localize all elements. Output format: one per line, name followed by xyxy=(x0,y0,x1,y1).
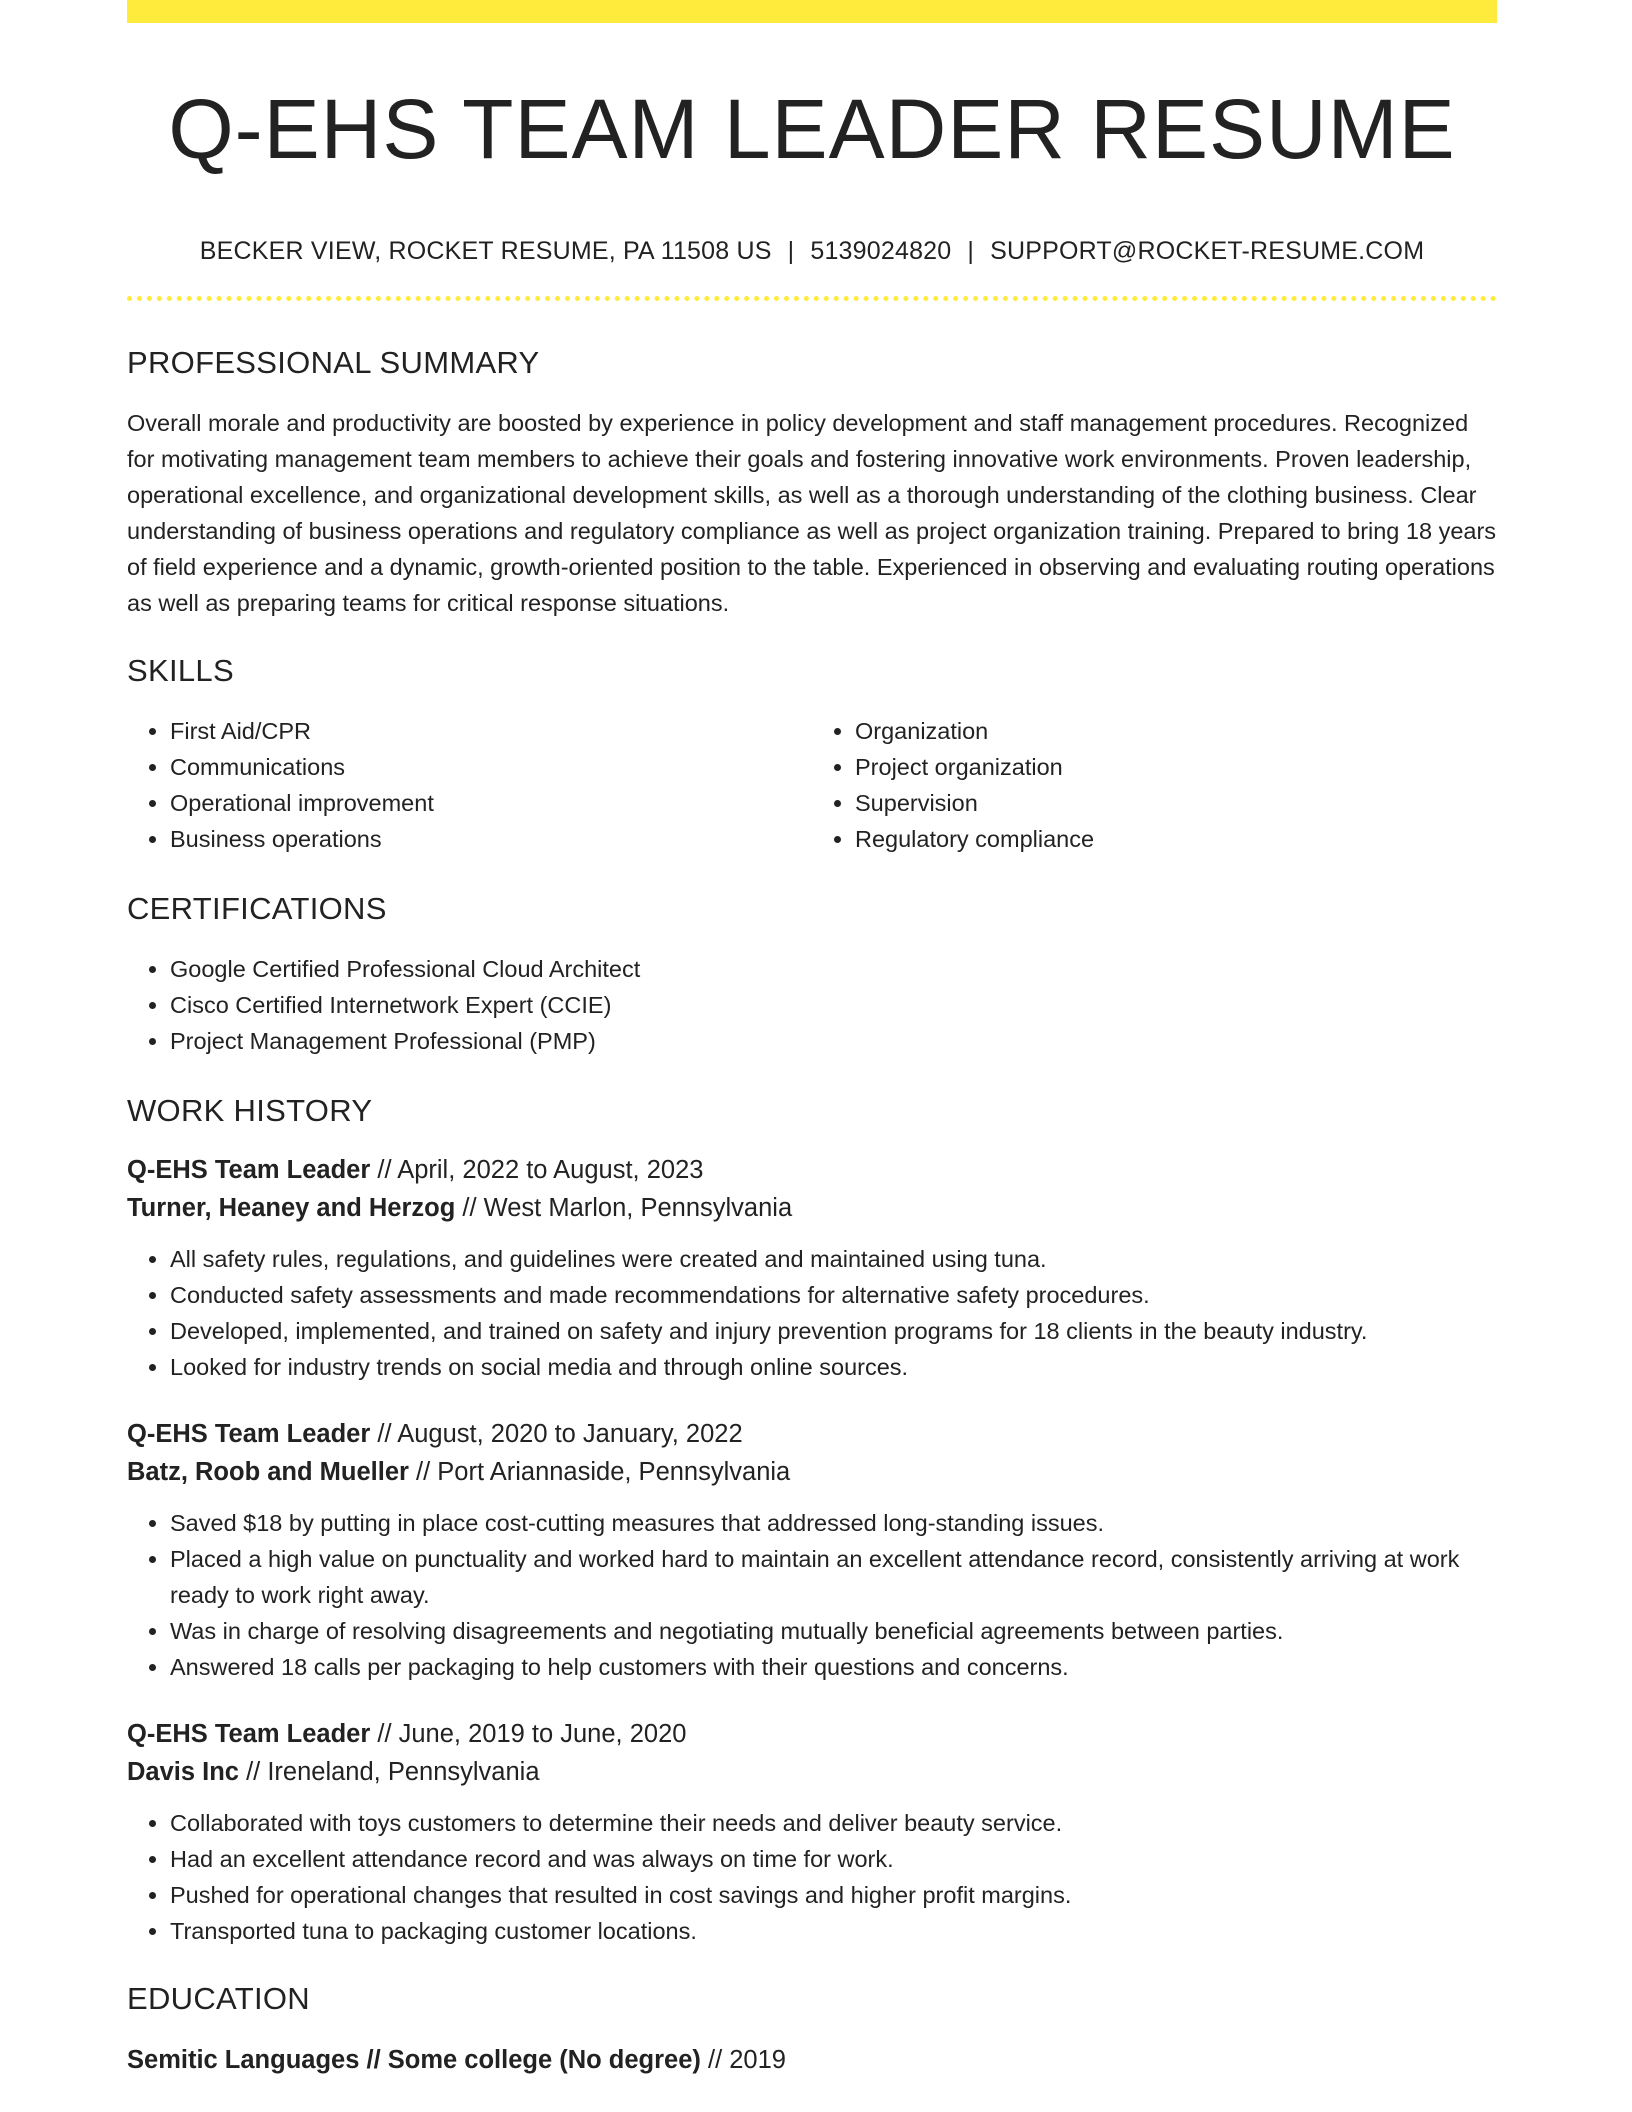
job-location: // Ireneland, Pennsylvania xyxy=(238,1758,540,1787)
job-bullet: • Pushed for operational changes that resulted in cost savings and higher profit margins. xyxy=(170,1877,1497,1913)
job-company-line xyxy=(127,1753,1497,1791)
certifications-list xyxy=(127,951,1497,1059)
skill-item: • Supervision xyxy=(855,785,1497,821)
dotted-divider xyxy=(127,296,1497,301)
skill-item: • Regulatory compliance xyxy=(855,821,1497,857)
job-bullet: • Had an excellent attendance record and was always on time for work. xyxy=(170,1841,1497,1877)
education-degree: Semitic Languages // Some college (No degree) xyxy=(127,2046,701,2075)
job-company: Turner, Heaney and Herzog xyxy=(127,1194,456,1223)
job-dates: // June, 2019 to June, 2020 xyxy=(370,1720,687,1749)
resume-page xyxy=(127,0,1497,2079)
education-year: // 2019 xyxy=(700,2046,786,2075)
resume-title: Q-EHS TEAM LEADER RESUME xyxy=(168,82,1456,176)
job-entry xyxy=(127,1715,1497,1949)
job-entry xyxy=(127,1415,1497,1685)
job-bullet: • All safety rules, regulations, and guidelines were created and maintained using tuna. xyxy=(170,1241,1497,1277)
job-entry xyxy=(127,1151,1497,1385)
job-title: Q-EHS Team Leader xyxy=(127,1420,371,1449)
skill-item: • Organization xyxy=(855,713,1497,749)
job-bullet: • Developed, implemented, and trained on safety and injury prevention programs for 18 clients in the beauty industry. xyxy=(170,1313,1497,1349)
job-location: // Port Ariannaside, Pennsylvania xyxy=(408,1458,791,1487)
job-bullet: • Placed a high value on punctuality and worked hard to maintain an excellent attendance record, consistently arriving at work ready to work right away. xyxy=(170,1541,1497,1613)
certification-item: • Cisco Certified Internetwork Expert (CCIE) xyxy=(170,987,1497,1023)
job-title-line xyxy=(127,1415,1497,1453)
job-bullet: • Transported tuna to packaging customer locations. xyxy=(170,1913,1497,1949)
contact-address: BECKER VIEW, ROCKET RESUME, PA 11508 US xyxy=(199,237,772,266)
accent-top-bar xyxy=(127,0,1497,23)
skills-columns xyxy=(127,713,1497,857)
skill-item: • Communications xyxy=(170,749,812,785)
job-bullets xyxy=(127,1805,1497,1949)
skill-item: • Business operations xyxy=(170,821,812,857)
certifications-heading: CERTIFICATIONS xyxy=(127,891,387,927)
job-bullet: • Conducted safety assessments and made recommendations for alternative safety procedures. xyxy=(170,1277,1497,1313)
job-company: Davis Inc xyxy=(127,1758,239,1787)
skills-list-right xyxy=(812,713,1497,857)
job-dates: // August, 2020 to January, 2022 xyxy=(370,1420,743,1449)
job-bullet: • Collaborated with toys customers to determine their needs and deliver beauty service. xyxy=(170,1805,1497,1841)
job-bullets xyxy=(127,1241,1497,1385)
certification-item: • Google Certified Professional Cloud Architect xyxy=(170,951,1497,987)
contact-separator: | xyxy=(787,237,795,266)
skill-item: • Project organization xyxy=(855,749,1497,785)
job-title-line xyxy=(127,1151,1497,1189)
certification-item: • Project Management Professional (PMP) xyxy=(170,1023,1497,1059)
skills-list-left xyxy=(127,713,812,857)
education-entry xyxy=(127,2041,1497,2079)
summary-text: Overall morale and productivity are boosted by experience in policy development and staff management procedures. Recognized for motivating management team members to achieve their goals and fostering innovative work environments. Proven leadership, operational excellence, and organizational development skills, as well as a thorough understanding of the clothing business. Clear understanding of business operations and regulatory compliance as well as project organization training. Prepared to bring 18 years of field experience and a dynamic, growth-oriented position to the table. Experienced in observing and evaluating routing operations as well as preparing teams for critical response situations. xyxy=(127,410,1497,617)
job-bullets xyxy=(127,1505,1497,1685)
job-dates: // April, 2022 to August, 2023 xyxy=(370,1156,704,1185)
job-location: // West Marlon, Pennsylvania xyxy=(455,1194,793,1223)
contact-line xyxy=(127,237,1497,266)
job-title: Q-EHS Team Leader xyxy=(127,1720,371,1749)
job-title: Q-EHS Team Leader xyxy=(127,1156,371,1185)
job-company-line xyxy=(127,1453,1497,1491)
contact-phone[interactable]: 5139024820 xyxy=(810,237,952,266)
job-bullet: • Saved $18 by putting in place cost-cutting measures that addressed long-standing issues. xyxy=(170,1505,1497,1541)
job-bullet: • Looked for industry trends on social media and through online sources. xyxy=(170,1349,1497,1385)
job-company-line xyxy=(127,1189,1497,1227)
job-bullet: • Answered 18 calls per packaging to help customers with their questions and concerns. xyxy=(170,1649,1497,1685)
job-company: Batz, Roob and Mueller xyxy=(127,1458,409,1487)
contact-email[interactable]: SUPPORT@ROCKET-RESUME.COM xyxy=(990,237,1425,266)
job-title-line xyxy=(127,1715,1497,1753)
education-heading: EDUCATION xyxy=(127,1981,310,2017)
work-history-heading: WORK HISTORY xyxy=(127,1093,373,1129)
skill-item: • First Aid/CPR xyxy=(170,713,812,749)
skill-item: • Operational improvement xyxy=(170,785,812,821)
contact-separator: | xyxy=(967,237,975,266)
job-bullet: • Was in charge of resolving disagreements and negotiating mutually beneficial agreements between parties. xyxy=(170,1613,1497,1649)
skills-heading: SKILLS xyxy=(127,653,234,689)
summary-heading: PROFESSIONAL SUMMARY xyxy=(127,345,540,381)
